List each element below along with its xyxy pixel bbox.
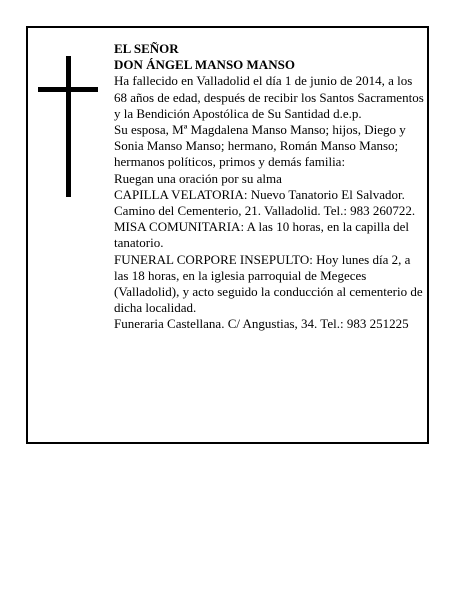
mass-info: MISA COMUNITARIA: A las 10 horas, en la capilla del tanatorio. <box>114 219 410 251</box>
honorific: EL SEÑOR <box>114 41 179 56</box>
cross-horizontal-bar <box>38 87 98 92</box>
cross-vertical-bar <box>66 56 71 197</box>
death-announcement: Ha fallecido en Valladolid el día 1 de junio de 2014, a los 68 años de edad, después de recibir los Santos Sacramentos y la Bendición Apostólica de Su Santidad d.e.p. <box>114 73 424 121</box>
family-members: Su esposa, Mª Magdalena Manso Manso; hijos, Diego y Sonia Manso Manso; hermano, Román Manso Manso; hermanos políticos, primos y demás familia: <box>114 122 406 170</box>
deceased-name: DON ÁNGEL MANSO MANSO <box>114 57 295 73</box>
funeral-info: FUNERAL CORPORE INSEPULTO: Hoy lunes día 2, a las 18 horas, en la iglesia parroquial de Megeces (Valladolid), y acto seguido la conducción al cementerio de dicha localidad. <box>114 251 423 316</box>
prayer-request: Ruegan una oración por su alma <box>114 170 282 186</box>
funeral-home-info: Funeraria Castellana. C/ Angustias, 34. Tel.: 983 251225 <box>114 316 409 332</box>
obituary-notice <box>26 26 429 444</box>
notice-text <box>114 41 426 333</box>
chapel-info: CAPILLA VELATORIA: Nuevo Tanatorio El Salvador. Camino del Cementerio, 21. Valladolid. Tel.: 983 260722. <box>114 186 416 219</box>
